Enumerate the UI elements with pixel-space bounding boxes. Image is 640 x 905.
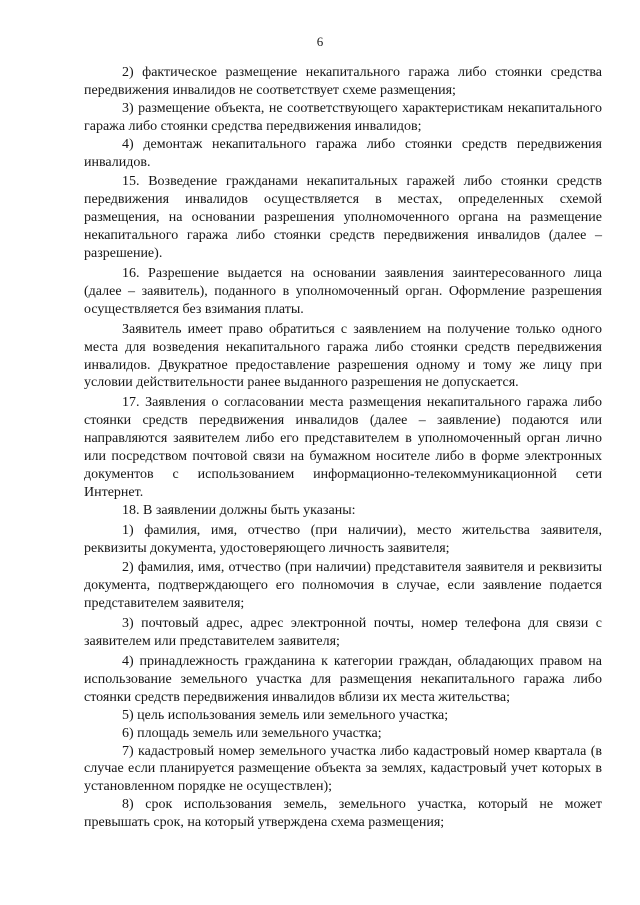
document-body (84, 64, 602, 832)
paragraph-item-6: 6) площадь земель или земельного участка; (122, 725, 382, 741)
paragraph-clause-17: 17. Заявления о согласовании места размещения некапитального гаража либо стоянки средств передвижения инвалидов (далее – заявление) подаются или направляются заявителем либо его представителем в уполномоченный орган лично или посредством почтовой связи на бумажном носителе либо в форме электронных документов с использованием информационно-телекоммуникационной сети Интернет. (84, 395, 602, 500)
paragraph-item-5: 5) цель использования земель или земельного участка; (122, 707, 449, 723)
paragraph-clause-15: 15. Возведение гражданами некапитальных гаражей либо стоянки средств передвижения инвалидов осуществляется в местах, определенных схемой размещения, на основании разрешения уполномоченного органа на размещение некапитального гаража либо стоянки средств передвижения инвалидов (далее – разрешение). (84, 174, 602, 262)
page-number: 6 (316, 34, 324, 49)
paragraph-item-2-representative: 2) фамилия, имя, отчество (при наличии) представителя заявителя и реквизиты документа, подтверждающего его полномочия в случае, если заявление подается представителем заявителя; (84, 560, 602, 612)
paragraph-applicant-right: Заявитель имеет право обратиться с заявлением на получение только одного места для возведения некапитального гаража либо стоянки средств передвижения инвалидов. Двукратное предоставление разрешения одному и тому же лицу при условии действительности ранее выданного разрешения не допускается. (84, 321, 602, 391)
paragraph-item-8: 8) срок использования земель, земельного участка, который не может превышать срок, на который утверждена схема размещения; (84, 797, 602, 831)
paragraph-clause-16: 16. Разрешение выдается на основании заявления заинтересованного лица (далее – заявитель), поданного в уполномоченный орган. Оформление разрешения осуществляется без взимания платы. (84, 265, 602, 317)
paragraph-item-2: 2) фактическое размещение некапитального гаража либо стоянки средства передвижения инвалидов не соответствует схеме размещения; (84, 65, 602, 98)
paragraph-item-7: 7) кадастровый номер земельного участка либо кадастровый номер квартала (в случае если планируется размещение объекта за землях, кадастровый учет которых в установленном порядке не осуществлен); (84, 743, 602, 795)
paragraph-item-1: 1) фамилия, имя, отчество (при наличии), место жительства заявителя, реквизиты документа, удостоверяющего личность заявителя; (84, 522, 602, 556)
margin-scan-mark (628, 172, 638, 228)
bottom-scan-mark (80, 885, 120, 897)
paragraph-item-4-category: 4) принадлежность гражданина к категории граждан, обладающих правом на использование земельного участка для размещения некапитального гаража либо стоянки средств передвижения инвалидов вблизи их места жительства; (84, 654, 602, 705)
paragraph-item-3-contacts: 3) почтовый адрес, адрес электронной почты, номер телефона для связи с заявителем или представителем заявителя; (84, 616, 602, 650)
paragraph-item-4: 4) демонтаж некапитального гаража либо стоянки средств передвижения инвалидов. (84, 136, 602, 170)
paragraph-item-3: 3) размещение объекта, не соответствующего характеристикам некапитального гаража либо стоянки средства передвижения инвалидов; (84, 100, 602, 134)
paragraph-clause-18: 18. В заявлении должны быть указаны: (122, 502, 356, 518)
